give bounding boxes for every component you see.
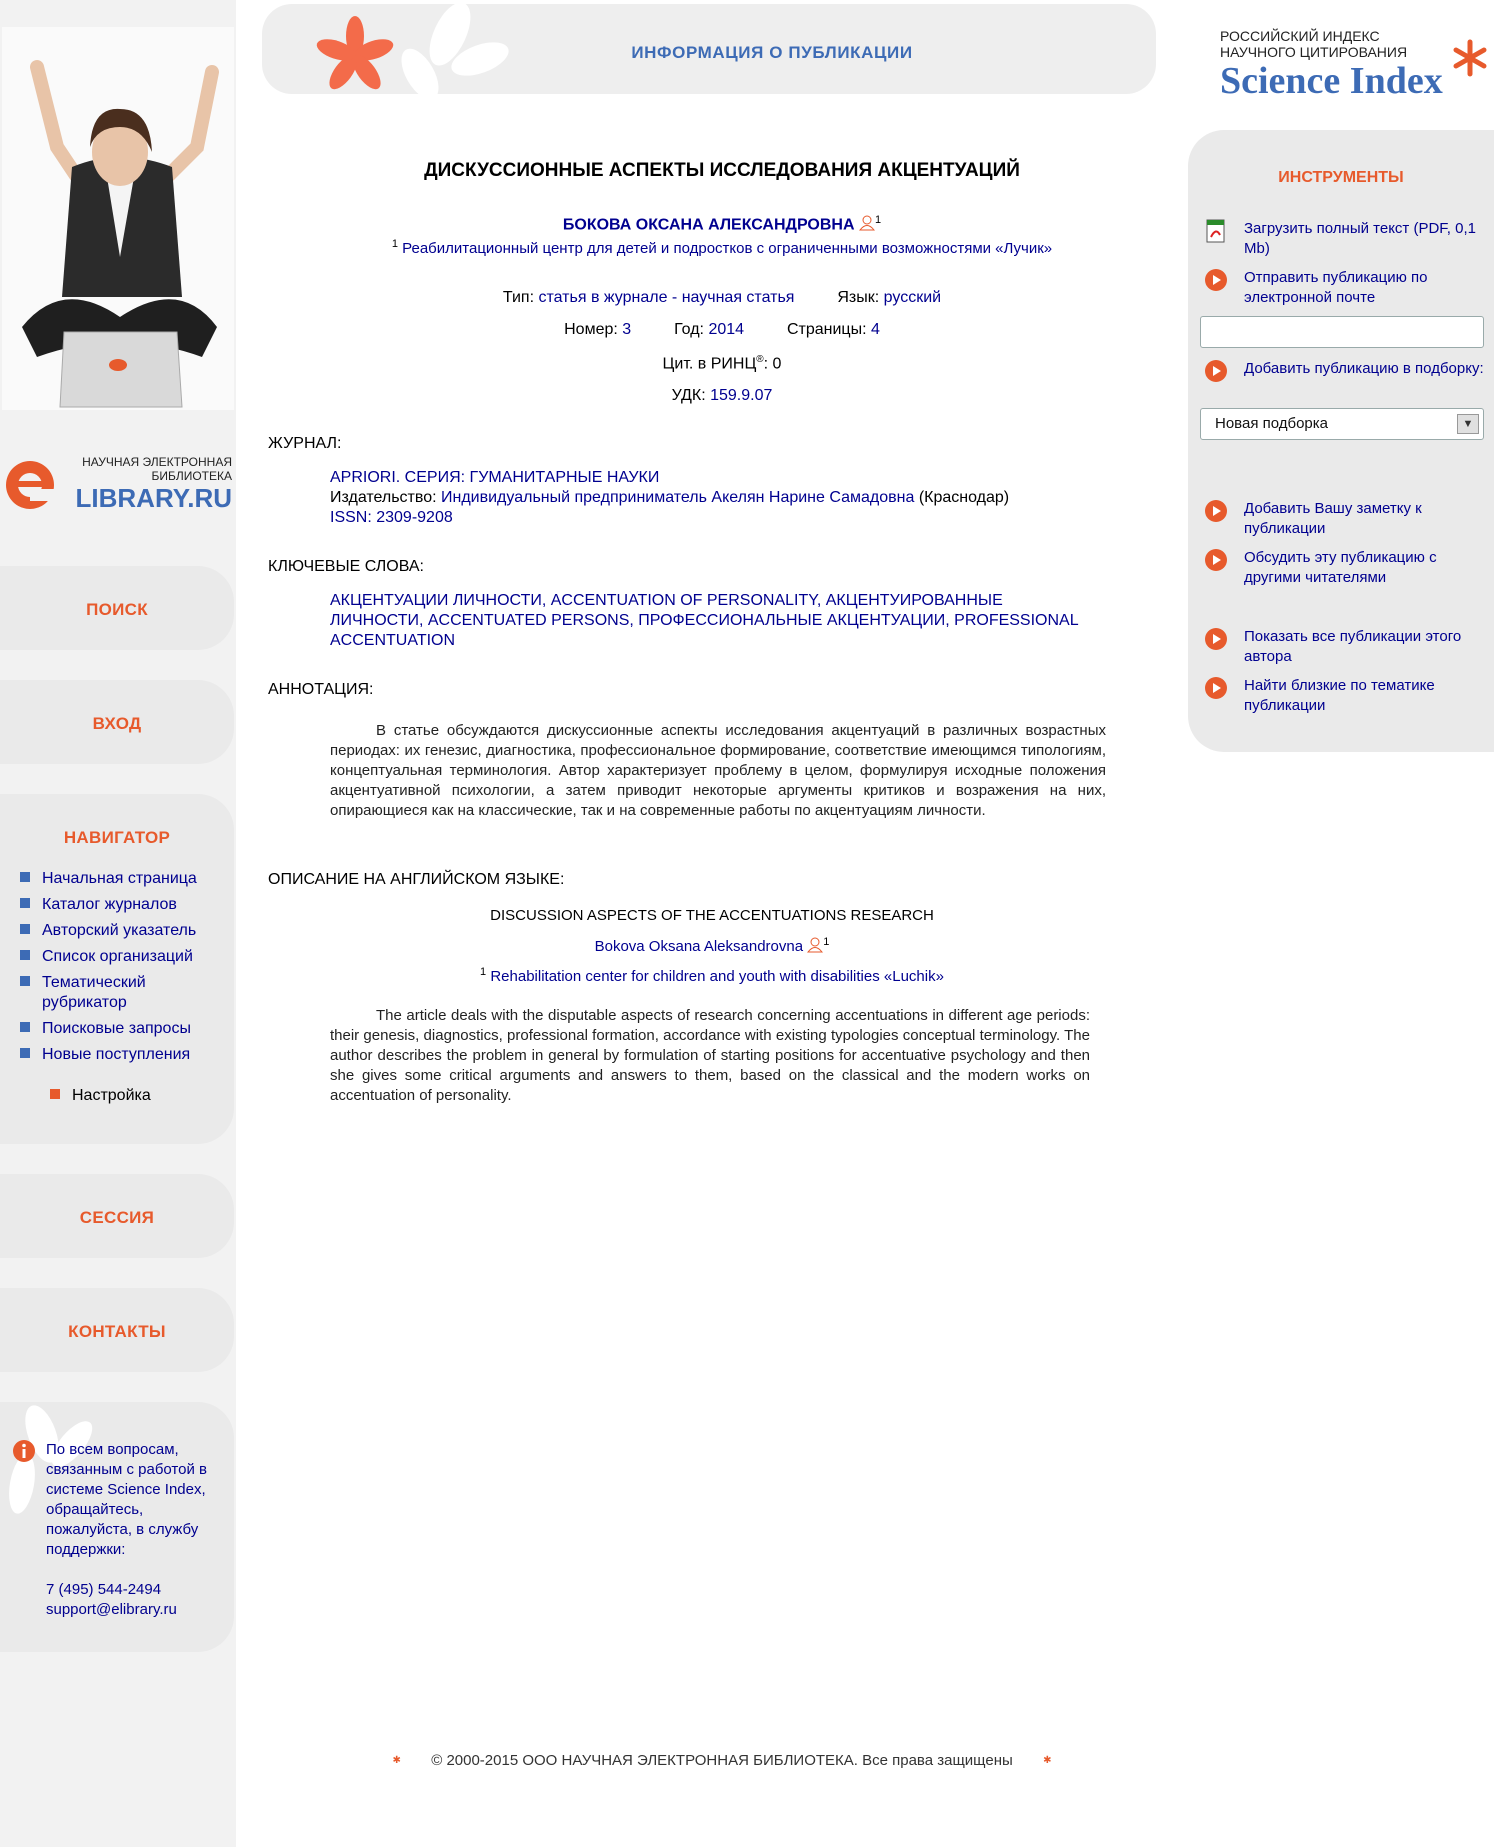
si-line1: РОССИЙСКИЙ ИНДЕКС [1220, 28, 1380, 44]
citation-sup: ® [756, 354, 764, 365]
contacts-block[interactable] [0, 1288, 234, 1372]
author-profile-icon[interactable] [807, 937, 823, 953]
nav-item-settings[interactable]: Настройка [50, 1086, 260, 1106]
search-block[interactable] [0, 566, 234, 650]
play-icon [1204, 627, 1228, 651]
bullet-icon [20, 924, 30, 934]
navigator-title: НАВИГАТОР [63, 828, 171, 847]
publisher-value[interactable]: Индивидуальный предприниматель Акелян Нарине Самадовна [441, 489, 915, 506]
bullet-icon [20, 872, 30, 882]
nav-item-queries[interactable]: Поисковые запросы [20, 1019, 230, 1039]
elibrary-logo[interactable] [2, 451, 234, 517]
promo-photo [2, 27, 234, 410]
info-icon [12, 1439, 36, 1463]
copyright-text: © 2000-2015 ООО НАУЧНАЯ ЭЛЕКТРОННАЯ БИБЛИОТЕКА. Все права защищены [431, 1752, 1013, 1769]
journal-name[interactable]: APRIORI. СЕРИЯ: ГУМАНИТАРНЫЕ НАУКИ [330, 469, 660, 486]
send-email-link[interactable]: Отправить публикацию по электронной почте [1204, 268, 1489, 310]
english-affiliation-sup: 1 [480, 966, 487, 978]
support-email[interactable]: support@elibrary.ru [46, 1601, 177, 1618]
bullet-icon [20, 1048, 30, 1058]
keywords-heading: КЛЮЧЕВЫЕ СЛОВА: [268, 558, 424, 575]
affiliation-line [262, 238, 1182, 257]
lang-value: русский [883, 289, 942, 306]
year-value: 2014 [708, 321, 745, 338]
play-icon [1204, 676, 1228, 700]
nav-item-rubricator[interactable]: Тематический рубрикатор [20, 973, 230, 1013]
lang-label: Язык: [837, 289, 880, 306]
affiliation-link[interactable]: Реабилитационный центр для детей и подростков с ограниченными возможностями «Лучик» [402, 240, 1053, 257]
nav-item-authors[interactable]: Авторский указатель [20, 921, 230, 941]
asterisk-icon [1450, 38, 1490, 78]
citation-label: Цит. в РИНЦ [662, 355, 757, 373]
nav-item-home[interactable]: Начальная страница [20, 869, 230, 889]
science-index-logo[interactable] [1220, 28, 1490, 108]
abstract-heading: АННОТАЦИЯ: [268, 681, 374, 698]
pdf-icon [1204, 219, 1228, 243]
author-name[interactable]: БОКОВА ОКСАНА АЛЕКСАНДРОВНА [562, 216, 855, 234]
play-icon [1204, 548, 1228, 572]
english-abstract-text: The article deals with the disputable aspects of research concerning accentuations in different age periods: their genesis, diagnostics, professional formation, accordance with existing typologies conceptual terminology. The author describes the problem in general by formulation of starting positions for accentuative psychology and then she gives some critical arguments and answers to them, based on the classical and the modern works on accentuation of personality. [330, 1007, 1090, 1104]
author-line [262, 214, 1182, 234]
udk-line [262, 387, 1182, 405]
keywords-line-3[interactable]: ACCENTUATION [330, 632, 456, 649]
search-link[interactable]: ПОИСК [86, 600, 148, 619]
footer [262, 1752, 1182, 1769]
author-publications-link[interactable]: Показать все публикации этого автора [1204, 627, 1489, 669]
publisher-label: Издательство: [330, 489, 437, 506]
si-line2: НАУЧНОГО ЦИТИРОВАНИЯ [1220, 44, 1408, 60]
discuss-link[interactable]: Обсудить эту публикацию с другими читателями [1204, 548, 1489, 590]
collection-selected: Новая подборка [1215, 415, 1329, 432]
contacts-link[interactable]: КОНТАКТЫ [68, 1322, 166, 1341]
english-heading: ОПИСАНИЕ НА АНГЛИЙСКОМ ЯЗЫКЕ: [268, 871, 565, 888]
support-text: По всем вопросам, связанным с работой в системе Science Index, обращайтесь, пожалуйста, в службу поддержки: [46, 1441, 207, 1558]
year-label: Год: [674, 321, 704, 338]
bullet-icon [20, 1022, 30, 1032]
publisher-line [330, 488, 1130, 508]
play-icon [1204, 499, 1228, 523]
keywords-line-1[interactable]: АКЦЕНТУАЦИИ ЛИЧНОСТИ, ACCENTUATION OF PERSONALITY, АКЦЕНТУИРОВАННЫЕ [330, 592, 1003, 609]
play-icon [1204, 268, 1228, 292]
citation-value: : 0 [763, 355, 782, 373]
elibrary-line1: НАУЧНАЯ ЭЛЕКТРОННАЯ [82, 455, 232, 469]
session-block[interactable] [0, 1174, 234, 1258]
abstract-text: В статье обсуждаются дискуссионные аспекты исследования акцентуаций в различных возрастных периодах: их генезис, диагностика, профессиональное формирование, соответствие имеющимся типологиям, концептуальная терминология. Автор характеризует проблему в целом, формулируя исходные положения акцентуативной психологии, а затем приводит некоторые аргументы критиков и возражения на них, опирающиеся как на классические, так и на современные работы по акцентуациям личности. [330, 722, 1106, 819]
english-title: DISCUSSION ASPECTS OF THE ACCENTUATIONS RESEARCH [490, 907, 934, 924]
login-link[interactable]: ВХОД [92, 714, 142, 733]
asterisk-icon: ✱ [1043, 1755, 1052, 1766]
asterisk-icon: ✱ [392, 1755, 401, 1766]
bullet-icon [20, 976, 30, 986]
english-affiliation-line [262, 966, 1162, 985]
add-note-link[interactable]: Добавить Вашу заметку к публикации [1204, 499, 1489, 541]
email-field[interactable] [1200, 316, 1484, 348]
support-phone: 7 (495) 544-2494 [46, 1581, 162, 1598]
login-block[interactable] [0, 680, 234, 764]
number-label: Номер: [564, 321, 618, 338]
udk-label: УДК: [671, 387, 706, 404]
bullet-icon [50, 1089, 60, 1099]
nav-item-journals[interactable]: Каталог журналов [20, 895, 230, 915]
tools-heading: ИНСТРУМЕНТЫ [1278, 169, 1404, 186]
keywords-line-2[interactable]: ЛИЧНОСТИ, ACCENTUATED PERSONS, ПРОФЕССИОНАЛЬНЫЕ АКЦЕНТУАЦИИ, PROFESSIONAL [330, 612, 1079, 629]
issue-line [262, 321, 1182, 339]
udk-value: 159.9.07 [710, 387, 773, 404]
type-lang-line [262, 289, 1182, 307]
nav-item-new[interactable]: Новые поступления [20, 1045, 230, 1065]
type-label: Тип: [502, 289, 535, 306]
play-icon [1204, 359, 1228, 383]
issn: ISSN: 2309-9208 [330, 509, 453, 526]
download-pdf-link[interactable]: Загрузить полный текст (PDF, 0,1 Mb) [1204, 219, 1489, 261]
author-sup: 1 [874, 214, 882, 226]
english-author[interactable]: Bokova Oksana Aleksandrovna [594, 938, 804, 955]
similar-publications-link[interactable]: Найти близкие по тематике публикации [1204, 676, 1489, 718]
bullet-icon [20, 898, 30, 908]
english-affiliation[interactable]: Rehabilitation center for children and youth with disabilities «Luchik» [490, 968, 944, 985]
pages-value: 4 [870, 321, 880, 338]
number-value[interactable]: 3 [622, 321, 632, 338]
journal-heading: ЖУРНАЛ: [268, 435, 342, 452]
session-link[interactable]: СЕССИЯ [79, 1208, 155, 1227]
publisher-city: (Краснодар) [918, 489, 1010, 506]
chevron-down-icon[interactable]: ▼ [1457, 414, 1479, 434]
page-title: ИНФОРМАЦИЯ О ПУБЛИКАЦИИ [631, 43, 913, 62]
nav-item-organizations[interactable]: Список организаций [20, 947, 230, 967]
bullet-icon [20, 950, 30, 960]
author-profile-icon[interactable] [859, 215, 875, 231]
elibrary-brand: LIBRARY.RU [75, 483, 232, 513]
si-brand: Science Index [1220, 60, 1443, 102]
add-to-collection-link[interactable]: Добавить публикацию в подборку: [1204, 359, 1489, 401]
pages-label: Страницы: [786, 321, 867, 338]
english-author-line [262, 936, 1162, 955]
citation-line [262, 354, 1182, 373]
affiliation-sup: 1 [391, 238, 398, 250]
elibrary-line2: БИБЛИОТЕКА [151, 469, 232, 483]
collection-select[interactable] [1200, 408, 1484, 440]
type-value: статья в журнале - научная статья [538, 289, 795, 306]
english-author-sup: 1 [823, 936, 830, 948]
publication-title: ДИСКУССИОННЫЕ АСПЕКТЫ ИССЛЕДОВАНИЯ АКЦЕНТУАЦИЙ [424, 160, 1020, 181]
